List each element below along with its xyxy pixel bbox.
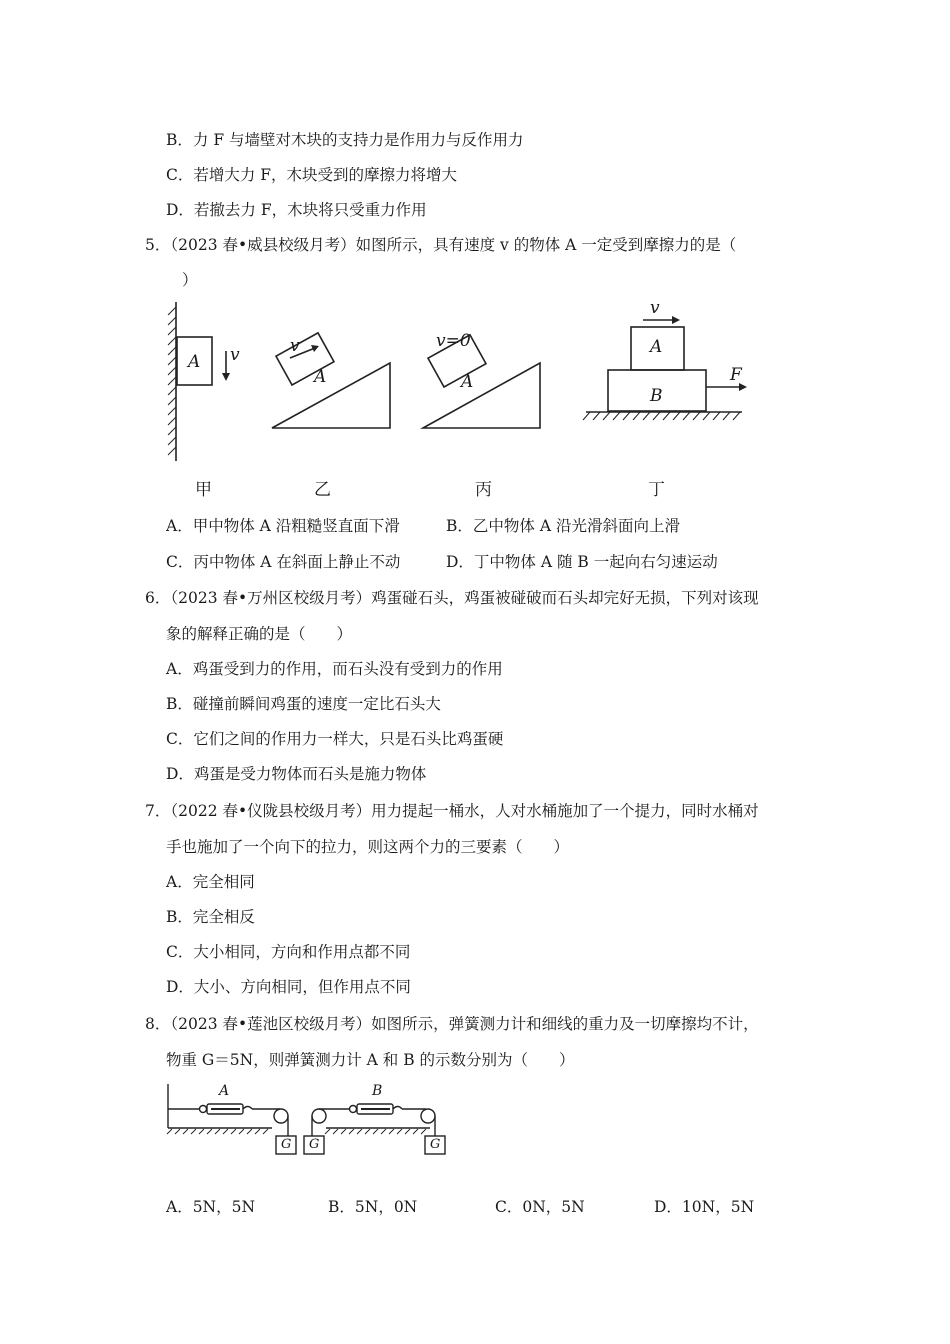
q6-stem-line2: 象的解释正确的是（ ）: [166, 625, 353, 643]
q7-option-b: B．完全相反: [166, 908, 255, 926]
incline-yi: [272, 363, 390, 428]
wall-hatch: [168, 307, 176, 455]
ground-hatch: [583, 412, 740, 420]
q8-figure: [160, 1078, 450, 1160]
q6-option-c: C．它们之间的作用力一样大，只是石头比鸡蛋硬: [166, 730, 504, 748]
incline-bing: [423, 363, 540, 428]
caption-bing: 丙: [475, 480, 492, 500]
label-g-mid: G: [309, 1137, 320, 1152]
label-v-jia: v: [230, 345, 240, 365]
label-spring-a: A: [219, 1083, 230, 1099]
label-a-ding: A: [650, 337, 663, 357]
q4-option-d: D．若撤去力 F，木块将只受重力作用: [166, 201, 427, 219]
label-g-left: G: [281, 1137, 292, 1152]
pulley-right: [421, 1109, 435, 1123]
q5-stem-line1: 5．（2023 春•威县校级月考）如图所示，具有速度 v 的物体 A 一定受到摩擦力的是（: [145, 236, 737, 254]
q5-option-c: C．丙中物体 A 在斜面上静止不动: [166, 553, 401, 571]
q5-option-d: D．丁中物体 A 随 B 一起向右匀速运动: [446, 553, 718, 571]
label-a-yi: A: [314, 367, 327, 387]
q8-option-c: C．0N，5N: [495, 1198, 585, 1216]
q6-option-a: A．鸡蛋受到力的作用，而石头没有受到力的作用: [166, 660, 503, 678]
pulley-left: [274, 1109, 288, 1123]
caption-ding: 丁: [648, 480, 665, 500]
label-f-ding: F: [730, 365, 742, 385]
label-v0-bing: v=0: [436, 331, 471, 351]
pulley-mid: [312, 1109, 326, 1123]
q5-option-a: A．甲中物体 A 沿粗糙竖直面下滑: [166, 517, 400, 535]
label-b-ding: B: [650, 386, 663, 406]
label-a-jia: A: [188, 352, 201, 372]
q7-stem-line2: 手也施加了一个向下的拉力，则这两个力的三要素（ ）: [166, 838, 570, 856]
q8-option-b: B．5N，0N: [328, 1198, 418, 1216]
q6-stem-line1: 6．（2023 春•万州区校级月考）鸡蛋碰石头，鸡蛋被碰破而石头却完好无损，下列对该现: [145, 589, 759, 607]
q5-figure: [150, 295, 760, 470]
caption-jia: 甲: [195, 480, 212, 500]
q4-option-b: B．力 F 与墙壁对木块的支持力是作用力与反作用力: [166, 131, 524, 149]
label-g-right: G: [430, 1137, 441, 1152]
q6-option-b: B．碰撞前瞬间鸡蛋的速度一定比石头大: [166, 695, 441, 713]
label-a-bing: A: [461, 372, 474, 392]
label-spring-b: B: [372, 1083, 383, 1099]
q8-stem-line2: 物重 G＝5N，则弹簧测力计 A 和 B 的示数分别为（ ）: [166, 1051, 575, 1069]
q7-option-d: D．大小、方向相同，但作用点不同: [166, 978, 411, 996]
caption-yi: 乙: [314, 480, 331, 500]
q8-option-a: A．5N，5N: [166, 1198, 256, 1216]
label-v-ding: v: [650, 298, 660, 318]
q8-stem-line1: 8．（2023 春•莲池区校级月考）如图所示，弹簧测力计和细线的重力及一切摩擦均不计，: [145, 1015, 759, 1033]
label-v-yi: v: [290, 336, 300, 356]
q5-stem-line2: ）: [182, 271, 198, 289]
q5-option-b: B．乙中物体 A 沿光滑斜面向上滑: [446, 517, 680, 535]
q7-option-c: C．大小相同，方向和作用点都不同: [166, 943, 411, 961]
q7-option-a: A．完全相同: [166, 873, 255, 891]
q4-option-c: C．若增大力 F，木块受到的摩擦力将增大: [166, 166, 458, 184]
q6-option-d: D．鸡蛋是受力物体而石头是施力物体: [166, 765, 427, 783]
q7-stem-line1: 7．（2022 春•仪陇县校级月考）用力提起一桶水，人对水桶施加了一个提力，同时水桶对: [145, 802, 759, 820]
q8-option-d: D．10N，5N: [654, 1198, 755, 1216]
